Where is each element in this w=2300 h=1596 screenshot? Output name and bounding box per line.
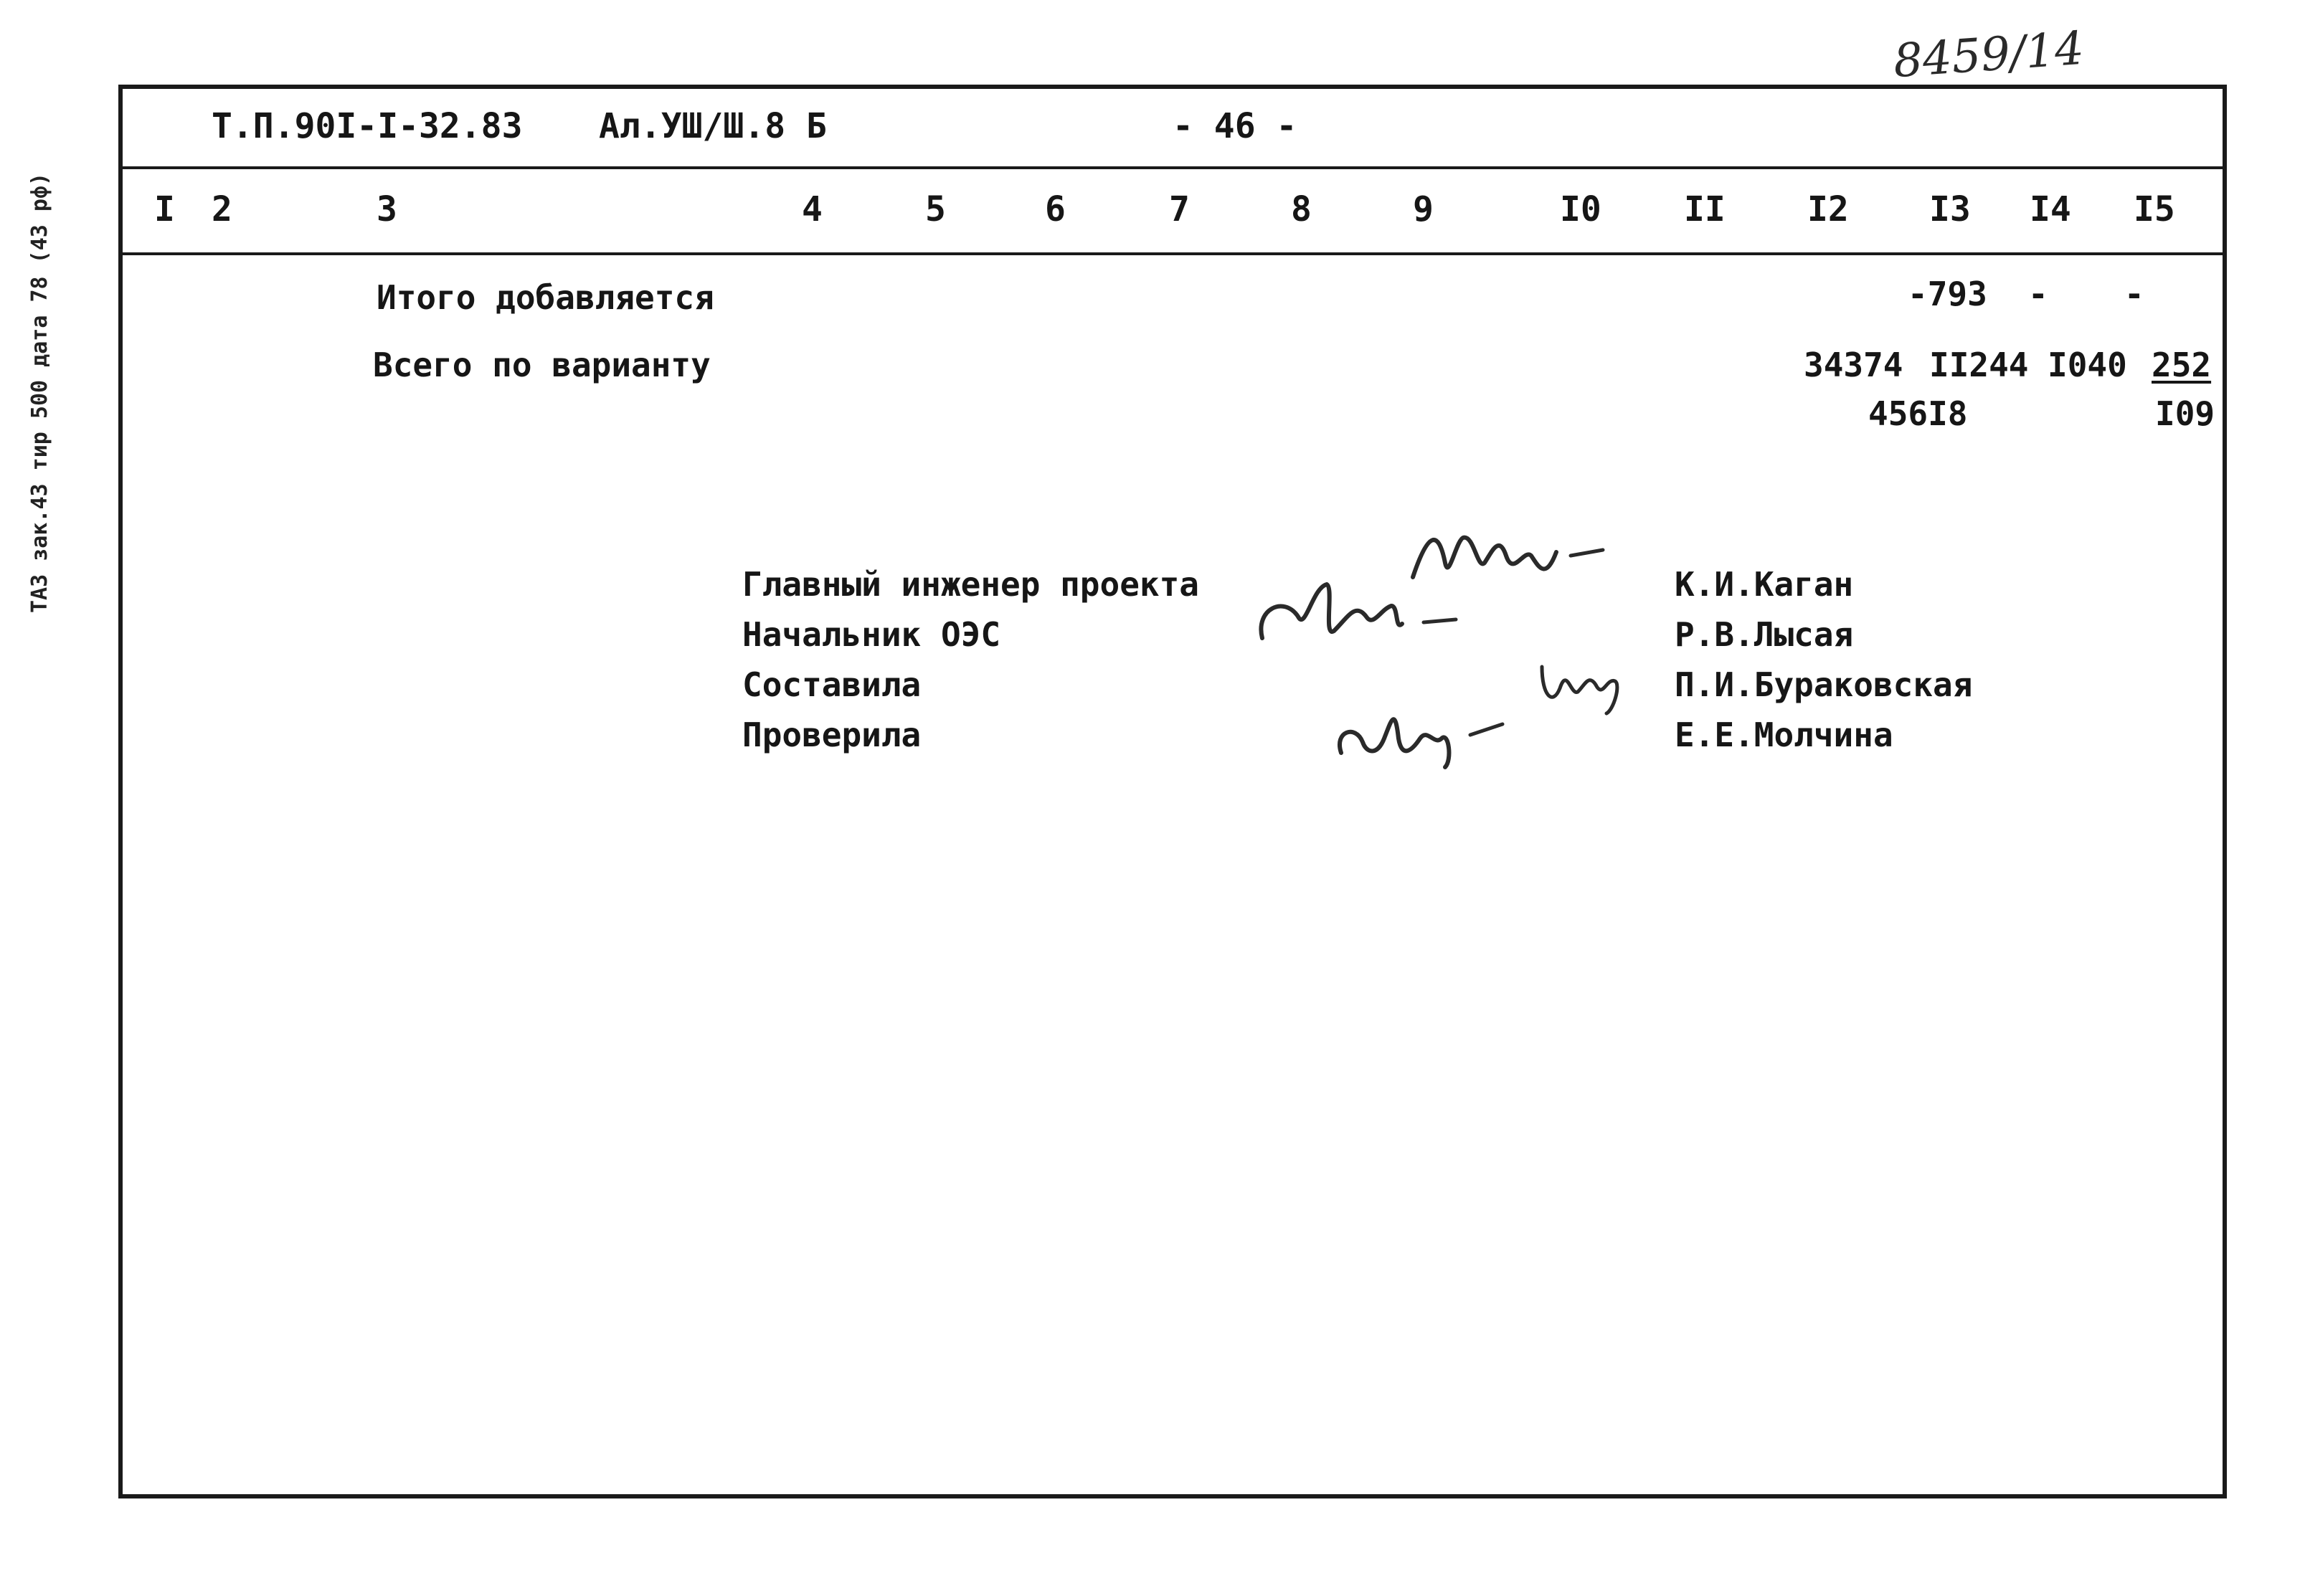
cell-total-added-c13: -793 xyxy=(1908,275,1987,313)
cell-total-variant-c15: 252 xyxy=(2152,346,2212,384)
col-header: 7 xyxy=(1169,189,1190,229)
col-header: I2 xyxy=(1807,189,1849,229)
side-stamp: ТАЗ зак.43 тир 500 дата 78 (43 рф) xyxy=(27,172,52,613)
header-divider xyxy=(120,166,2225,169)
handwritten-signature-head-oes xyxy=(1248,566,1477,660)
cell-total-variant-c15-second: I09 xyxy=(2155,394,2215,433)
signature-role-chief-engineer: Главный инженер проекта xyxy=(742,565,1199,604)
col-header: 2 xyxy=(212,189,232,229)
col-header: I4 xyxy=(2030,189,2071,229)
cell-total-variant-c13: II244 xyxy=(1929,346,2029,384)
col-header: I xyxy=(154,189,175,229)
column-header-divider xyxy=(120,252,2225,255)
col-header: 6 xyxy=(1045,189,1066,229)
col-header: 4 xyxy=(802,189,823,229)
album-code: Ал.УШ/Ш.8 Б xyxy=(599,106,827,146)
signature-name-head-oes: Р.В.Лысая xyxy=(1675,615,1854,654)
cell-total-added-c14: - xyxy=(2028,275,2048,313)
cell-total-added-c15: - xyxy=(2124,275,2144,313)
handwritten-signature-checked xyxy=(1327,688,1520,782)
col-header: 3 xyxy=(377,189,397,229)
cell-total-variant-c13-second: 456I8 xyxy=(1868,394,1968,433)
cell-total-variant-c12: 34374 xyxy=(1804,346,1903,384)
signature-role-checked: Проверила xyxy=(742,716,922,754)
signature-name-chief-engineer: К.И.Каган xyxy=(1675,565,1854,604)
col-header: II xyxy=(1684,189,1726,229)
signature-name-compiled: П.И.Бураковская xyxy=(1675,665,1973,704)
col-header: I5 xyxy=(2134,189,2175,229)
row-label-total-variant: Всего по варианту xyxy=(373,346,711,384)
signature-role-compiled: Составила xyxy=(742,665,922,704)
col-header: 8 xyxy=(1291,189,1312,229)
signature-role-head-oes: Начальник ОЭС xyxy=(742,615,1001,654)
col-header: I3 xyxy=(1929,189,1971,229)
handwritten-signature-compiled xyxy=(1535,645,1628,724)
signature-name-checked: Е.Е.Молчина xyxy=(1675,716,1893,754)
page-number: - 46 - xyxy=(1173,106,1297,146)
row-label-total-added: Итого добавляется xyxy=(377,278,714,317)
col-header: 9 xyxy=(1413,189,1434,229)
col-header: I0 xyxy=(1560,189,1601,229)
cell-total-variant-c14: I040 xyxy=(2048,346,2127,384)
col-header: 5 xyxy=(925,189,946,229)
archive-number: 8459/14 xyxy=(1891,22,2086,89)
doc-code: Т.П.90I-I-32.83 xyxy=(212,106,523,146)
